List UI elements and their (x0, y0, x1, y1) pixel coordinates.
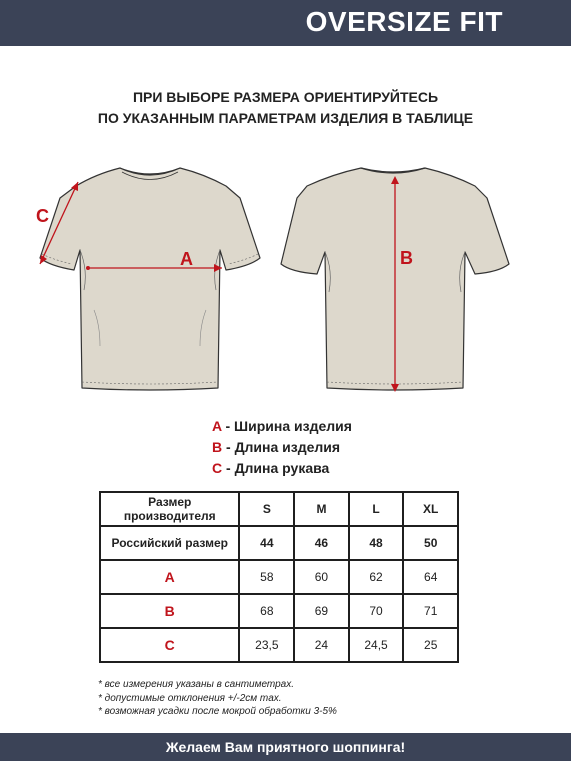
table-cell: B (100, 594, 239, 628)
legend-letter: C (212, 460, 223, 476)
footnote: * возможная усадки после мокрой обработки 3-5% (98, 706, 337, 717)
footer-banner (0, 733, 571, 761)
legend-item-c (212, 460, 329, 476)
legend-text: - Длина рукава (222, 460, 330, 476)
table-cell: 68 (239, 594, 294, 628)
table-row (100, 628, 458, 662)
footnote: * допустимые отклонения +/-2см max. (98, 692, 282, 704)
legend-letter: A (212, 418, 222, 434)
table-cell: 25 (403, 628, 458, 662)
table-cell: 70 (349, 594, 404, 628)
table-cell: 24,5 (349, 628, 404, 662)
tshirt-back-illustration (275, 160, 520, 400)
footer-message: Желаем Вам приятного шоппинга! (165, 739, 406, 755)
table-cell: 44 (239, 526, 294, 560)
instruction-line-1: ПРИ ВЫБОРЕ РАЗМЕРА ОРИЕНТИРУЙТЕСЬ (132, 89, 439, 105)
table-cell: 62 (349, 560, 404, 594)
legend-item-a (212, 418, 352, 434)
size-table (99, 491, 459, 663)
table-cell: 23,5 (239, 628, 294, 662)
table-cell: 46 (294, 526, 349, 560)
tshirt-front-body (40, 168, 260, 390)
header-banner (0, 0, 571, 46)
table-cell: Размер производителя (100, 492, 239, 526)
legend-letter: B (212, 439, 223, 455)
label-c-front: C (36, 206, 49, 226)
table-row (100, 594, 458, 628)
legend-item-b (212, 439, 340, 455)
table-row (100, 526, 458, 560)
footnotes (98, 678, 337, 719)
table-cell: S (239, 492, 294, 526)
table-cell: L (349, 492, 404, 526)
legend-text: - Ширина изделия (221, 418, 352, 434)
fit-title: OVERSIZE FIT (305, 6, 503, 37)
table-header-row (100, 492, 458, 526)
label-a-front: A (180, 249, 193, 269)
table-cell: 50 (403, 526, 458, 560)
tshirt-front-illustration (28, 160, 273, 400)
table-cell: M (294, 492, 349, 526)
table-cell: A (100, 560, 239, 594)
table-cell: 24 (294, 628, 349, 662)
table-cell: XL (403, 492, 458, 526)
table-cell: C (100, 628, 239, 662)
table-cell: 64 (403, 560, 458, 594)
footnote: * все измерения указаны в сантиметрах. (98, 679, 295, 690)
table-cell: 71 (403, 594, 458, 628)
table-cell: 48 (349, 526, 404, 560)
table-row (100, 560, 458, 594)
table-cell: Российский размер (100, 526, 239, 560)
instruction-line-2: ПО УКАЗАННЫМ ПАРАМЕТРАМ ИЗДЕЛИЯ В ТАБЛИЦЕ (97, 110, 474, 126)
table-cell: 60 (294, 560, 349, 594)
table-cell: 58 (239, 560, 294, 594)
table-cell: 69 (294, 594, 349, 628)
legend-text: - Длина изделия (222, 439, 341, 455)
label-b-back: B (400, 248, 413, 268)
